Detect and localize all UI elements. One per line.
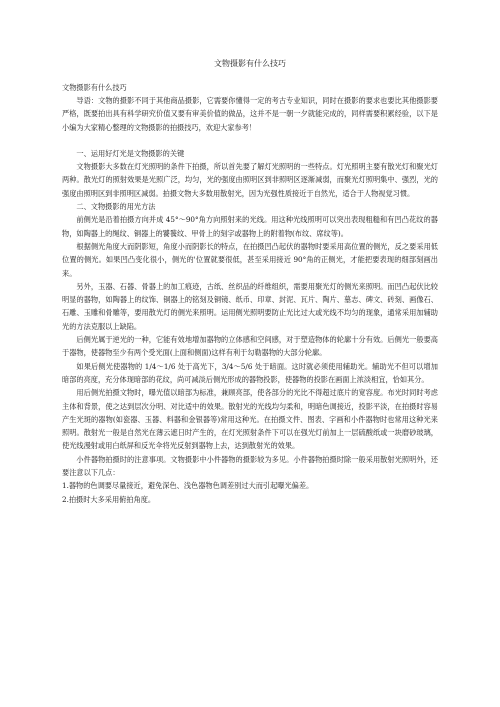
other-materials-paragraph: 另外，玉器、石器、骨器上的加工痕迹，古纸、丝织品的纤维组织，需要用聚光灯的侧光来照明。而凹凸起伏比较明显的器物，如陶器上的纹饰、铜器上的铭刻及铜镜、纸币、印章、封泥、瓦片、陶片、墓志、碑文、砖刻、画像石、石雕、玉雕和骨雕等，要用散光灯的侧光来照明。运用侧光照明要防止光比过大或光线不均匀的现象，通常采用加辅助光的方法克服以上缺陷。	[62, 281, 438, 331]
intro-paragraph: 导语：文物的摄影不同于其他商品摄影，它需要你懂得一定的考古专业知识，同时在摄影的要求也要比其他摄影要严格，既要拍出具有科学研究价值又要有审美价值的做品，这并不是一朝一夕就能完成的，同样需要积累经验，以下是小编为大家精心整理的文物摄影的拍摄技巧，欢迎大家参考！	[62, 96, 438, 132]
section2-heading: 二、文物摄影的用光方法	[76, 202, 156, 212]
list-item: 2.拍摄时大多采用俯拍角度。	[62, 494, 156, 504]
document-subtitle: 文物摄影有什么技巧	[62, 83, 127, 92]
front-side-light-paragraph: 前侧光是沿着拍摄方向并成 45°～90°角方向照射来的光线。用这种光线照明可以突出表现粗糙和有凹凸花纹的器物，如陶器上的绳纹、铜器上的饕餮纹、甲骨上的刻字或器物上的附着物(布纹、席纹等)。	[62, 215, 438, 238]
notes-list	[62, 479, 438, 506]
document-title: 文物摄影有什么技巧	[214, 59, 286, 68]
back-side-light-paragraph: 后侧光属于逆光的一种，它能有效地增加器物的立体感和空间感，对于塑造物体的轮廓十分有效。后侧光一般要高于器物，使器物至少有两个受光面(上面和侧面)这样有利于勾勒器物的大部分轮廓。	[62, 335, 438, 358]
angle-paragraph: 根据侧光角度大而阴影短，角度小而阴影长的特点，在拍摄凹凸起伏的器物时要采用高位置的侧光，反之要采用低位置的侧光。如果凹凸变化很小，侧光的'位置就要很低，甚至采用接近 90°角的正侧光，才能把要表现的细部刻画出来。	[62, 241, 438, 278]
section1-paragraph: 文物摄影大多数在灯光照明的条件下拍摄，所以首先要了解灯光照明的一些特点。灯光照明主要有散光灯和聚光灯两种。散光灯的照射效果是光照广泛，均匀，光的强度由照明区到非照明区逐渐减弱，而聚光灯照明集中、强烈，光的强度由照明区到非照明区减弱。拍摄文物大多数用散射光，因为光强性质接近于自然光，适合于人物视觉习惯。	[62, 162, 438, 198]
list-item: 1.器物的色调要尽量接近，避免深色、浅色器物色调差别过大而引起曝光偏差。	[62, 481, 314, 491]
auxiliary-light-paragraph: 如果后侧光使器物的 1/4～1/6 处于高光下，3/4～5/6 处于暗面。这时就必须使用辅助光。辅助光不但可以增加暗部的亮度，充分体现暗部的花纹，尚可减淡后侧光形成的器物投影，使器物的投影在画面上浓淡相宜，恰如其分。	[62, 361, 438, 384]
spacer	[62, 134, 438, 147]
small-items-paragraph: 小件器物拍摄时的注意事项。文物摄影中小件器物的摄影较为多见。小件器物拍摄时除一般采用散射光照明外，还要注意以下几点：	[62, 454, 438, 478]
scatter-light-paragraph: 用后侧光拍摄文物时，曝光值以暗部为标准，兼顾亮部，使各部分的光比不得超过底片的宽容度。布光时同时考虑主体和背景，使之达到层次分明、对比适中的效果。散射光的光线均匀柔和，明暗色调接近，投影平淡，在拍摄时容易产生光斑的器物(如瓷器、玉器、料器和金银器等)常用这种光。在拍摄文件、图表、字画和小件器物时也常用这种光来照明。散射光一般是自然光在薄云遮日时产生的，在灯光照射条件下可以在强光灯前加上一层硫酸纸或一块磨砂玻璃，使光线漫射或用白纸屏和反光伞将光反射到器物上去，达到散射光的效果。	[62, 388, 438, 451]
section1-heading: 一、运用好灯光是文物摄影的关键	[76, 148, 185, 158]
